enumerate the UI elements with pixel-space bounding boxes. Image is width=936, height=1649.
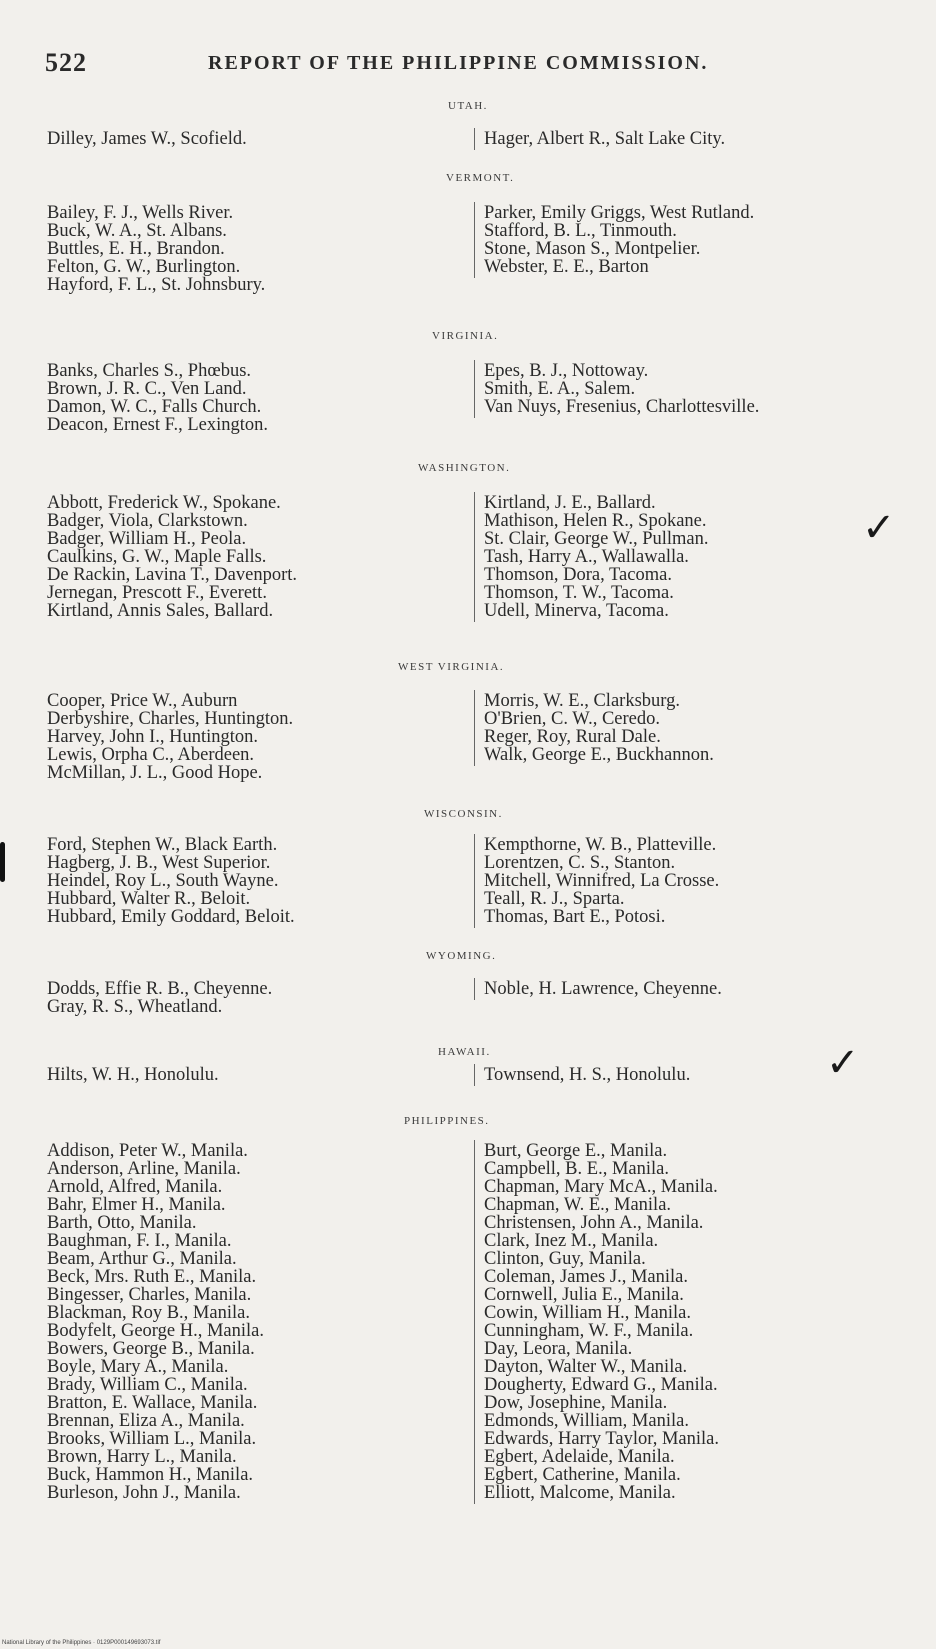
roster-entry: Elliott, Malcome, Manila. xyxy=(484,1483,676,1503)
roster-entry: Damon, W. C., Falls Church. xyxy=(47,397,262,417)
left-column xyxy=(47,1142,264,1502)
left-column xyxy=(47,130,247,148)
state-heading: UTAH. xyxy=(448,100,488,112)
roster-entry: Day, Leora, Manila. xyxy=(484,1339,633,1359)
roster-entry: Deacon, Ernest F., Lexington. xyxy=(47,415,268,435)
roster-entry: Caulkins, G. W., Maple Falls. xyxy=(47,547,267,567)
left-column xyxy=(47,204,265,294)
roster-entry: Edmonds, William, Manila. xyxy=(484,1411,689,1431)
column-divider xyxy=(474,492,475,622)
column-divider xyxy=(474,128,475,150)
roster-entry: Kirtland, Annis Sales, Ballard. xyxy=(47,601,274,621)
roster-entry: Beam, Arthur G., Manila. xyxy=(47,1249,237,1269)
roster-entry: Thomson, Dora, Tacoma. xyxy=(484,565,672,585)
roster-entry: Lewis, Orpha C., Aberdeen. xyxy=(47,745,255,765)
roster-entry: Abbott, Frederick W., Spokane. xyxy=(47,493,281,513)
roster-entry: Felton, G. W., Burlington. xyxy=(47,257,241,277)
roster-entry: Kirtland, J. E., Ballard. xyxy=(484,493,656,513)
roster-entry: Addison, Peter W., Manila. xyxy=(47,1141,248,1161)
roster-entry: Hagberg, J. B., West Superior. xyxy=(47,853,271,873)
roster-entry: St. Clair, George W., Pullman. xyxy=(484,529,709,549)
roster-entry: Parker, Emily Griggs, West Rutland. xyxy=(484,203,755,223)
roster-entry: Stafford, B. L., Tinmouth. xyxy=(484,221,677,241)
roster-entry: Hubbard, Walter R., Beloit. xyxy=(47,889,251,909)
roster-entry: Harvey, John I., Huntington. xyxy=(47,727,259,747)
roster-entry: Dow, Josephine, Manila. xyxy=(484,1393,668,1413)
roster-entry: Buttles, E. H., Brandon. xyxy=(47,239,225,259)
roster-entry: Hilts, W. H., Honolulu. xyxy=(47,1065,219,1085)
ink-mark xyxy=(0,842,5,882)
roster-entry: De Rackin, Lavina T., Davenport. xyxy=(47,565,298,585)
roster-entry: Egbert, Adelaide, Manila. xyxy=(484,1447,675,1467)
roster-entry: Stone, Mason S., Montpelier. xyxy=(484,239,701,259)
roster-entry: Bingesser, Charles, Manila. xyxy=(47,1285,252,1305)
roster-entry: Van Nuys, Fresenius, Charlottesville. xyxy=(484,397,760,417)
roster-entry: Brady, William C., Manila. xyxy=(47,1375,248,1395)
left-column xyxy=(47,362,268,434)
right-column xyxy=(484,836,719,926)
roster-entry: Dayton, Walter W., Manila. xyxy=(484,1357,688,1377)
roster-entry: Badger, Viola, Clarkstown. xyxy=(47,511,248,531)
column-divider xyxy=(474,978,475,1000)
roster-entry: Dougherty, Edward G., Manila. xyxy=(484,1375,718,1395)
column-divider xyxy=(474,202,475,278)
roster-entry: Coleman, James J., Manila. xyxy=(484,1267,688,1287)
check-mark-icon: ✓ xyxy=(862,505,896,551)
roster-entry: Christensen, John A., Manila. xyxy=(484,1213,704,1233)
roster-entry: Smith, E. A., Salem. xyxy=(484,379,636,399)
roster-entry: Brown, J. R. C., Ven Land. xyxy=(47,379,247,399)
roster-entry: Blackman, Roy B., Manila. xyxy=(47,1303,250,1323)
roster-entry: Heindel, Roy L., South Wayne. xyxy=(47,871,279,891)
state-heading: PHILIPPINES. xyxy=(404,1115,490,1127)
left-column xyxy=(47,494,297,620)
roster-entry: Gray, R. S., Wheatland. xyxy=(47,997,223,1017)
roster-entry: Townsend, H. S., Honolulu. xyxy=(484,1065,691,1085)
roster-entry: Barth, Otto, Manila. xyxy=(47,1213,197,1233)
roster-entry: Jernegan, Prescott F., Everett. xyxy=(47,583,267,603)
roster-entry: Walk, George E., Buckhannon. xyxy=(484,745,714,765)
footer-stamp: National Library of the Philippines · 0129P000149693073.tif xyxy=(2,1640,161,1646)
roster-entry: Teall, R. J., Sparta. xyxy=(484,889,625,909)
roster-entry: Brooks, William L., Manila. xyxy=(47,1429,257,1449)
roster-entry: Brown, Harry L., Manila. xyxy=(47,1447,237,1467)
state-heading: HAWAII. xyxy=(438,1046,491,1058)
roster-entry: Arnold, Alfred, Manila. xyxy=(47,1177,223,1197)
column-divider xyxy=(474,1064,475,1086)
roster-entry: Egbert, Catherine, Manila. xyxy=(484,1465,681,1485)
left-column xyxy=(47,836,295,926)
right-column xyxy=(484,980,722,998)
state-heading: WISCONSIN. xyxy=(424,808,503,820)
roster-entry: Clinton, Guy, Manila. xyxy=(484,1249,646,1269)
roster-entry: Hager, Albert R., Salt Lake City. xyxy=(484,129,726,149)
roster-entry: Bratton, E. Wallace, Manila. xyxy=(47,1393,258,1413)
page-header xyxy=(0,44,936,84)
roster-entry: Mitchell, Winnifred, La Crosse. xyxy=(484,871,720,891)
roster-entry: Mathison, Helen R., Spokane. xyxy=(484,511,707,531)
column-divider xyxy=(474,690,475,766)
roster-entry: Edwards, Harry Taylor, Manila. xyxy=(484,1429,719,1449)
roster-entry: Cornwell, Julia E., Manila. xyxy=(484,1285,684,1305)
right-column xyxy=(484,692,714,764)
right-column xyxy=(484,130,725,148)
roster-entry: Clark, Inez M., Manila. xyxy=(484,1231,659,1251)
roster-entry: McMillan, J. L., Good Hope. xyxy=(47,763,263,783)
roster-entry: Thomas, Bart E., Potosi. xyxy=(484,907,666,927)
roster-entry: Derbyshire, Charles, Huntington. xyxy=(47,709,294,729)
state-heading: VERMONT. xyxy=(446,172,515,184)
right-column xyxy=(484,362,759,416)
page-number: 522 xyxy=(45,48,87,77)
roster-entry: Burleson, John J., Manila. xyxy=(47,1483,241,1503)
roster-entry: Morris, W. E., Clarksburg. xyxy=(484,691,680,711)
roster-entry: Udell, Minerva, Tacoma. xyxy=(484,601,669,621)
state-heading: WEST VIRGINIA. xyxy=(398,661,505,673)
roster-entry: Boyle, Mary A., Manila. xyxy=(47,1357,229,1377)
roster-entry: O'Brien, C. W., Ceredo. xyxy=(484,709,660,729)
state-heading: VIRGINIA. xyxy=(432,330,499,342)
roster-entry: Webster, E. E., Barton xyxy=(484,257,649,277)
roster-entry: Epes, B. J., Nottoway. xyxy=(484,361,649,381)
right-column xyxy=(484,494,709,620)
running-title: REPORT OF THE PHILIPPINE COMMISSION. xyxy=(208,52,709,74)
roster-entry: Lorentzen, C. S., Stanton. xyxy=(484,853,676,873)
roster-entry: Bahr, Elmer H., Manila. xyxy=(47,1195,226,1215)
roster-entry: Dodds, Effie R. B., Cheyenne. xyxy=(47,979,273,999)
roster-entry: Hayford, F. L., St. Johnsbury. xyxy=(47,275,266,295)
roster-entry: Bowers, George B., Manila. xyxy=(47,1339,255,1359)
roster-entry: Ford, Stephen W., Black Earth. xyxy=(47,835,278,855)
state-heading: WASHINGTON. xyxy=(418,462,511,474)
roster-entry: Cooper, Price W., Auburn xyxy=(47,691,238,711)
roster-entry: Reger, Roy, Rural Dale. xyxy=(484,727,661,747)
roster-entry: Noble, H. Lawrence, Cheyenne. xyxy=(484,979,722,999)
roster-entry: Anderson, Arline, Manila. xyxy=(47,1159,241,1179)
column-divider xyxy=(474,360,475,418)
column-divider xyxy=(474,834,475,928)
roster-entry: Kempthorne, W. B., Platteville. xyxy=(484,835,717,855)
state-heading: WYOMING. xyxy=(426,950,497,962)
roster-entry: Cunningham, W. F., Manila. xyxy=(484,1321,694,1341)
check-mark-icon: ✓ xyxy=(826,1040,860,1086)
roster-entry: Dilley, James W., Scofield. xyxy=(47,129,247,149)
left-column xyxy=(47,1066,219,1084)
column-divider xyxy=(474,1140,475,1504)
roster-entry: Buck, Hammon H., Manila. xyxy=(47,1465,254,1485)
roster-entry: Buck, W. A., St. Albans. xyxy=(47,221,227,241)
right-column xyxy=(484,204,754,276)
roster-entry: Cowin, William H., Manila. xyxy=(484,1303,692,1323)
roster-entry: Chapman, W. E., Manila. xyxy=(484,1195,672,1215)
roster-entry: Campbell, B. E., Manila. xyxy=(484,1159,669,1179)
left-column xyxy=(47,980,272,1016)
roster-entry: Banks, Charles S., Phœbus. xyxy=(47,361,252,381)
roster-entry: Burt, George E., Manila. xyxy=(484,1141,668,1161)
roster-entry: Badger, William H., Peola. xyxy=(47,529,247,549)
left-column xyxy=(47,692,293,782)
roster-entry: Hubbard, Emily Goddard, Beloit. xyxy=(47,907,295,927)
roster-entry: Chapman, Mary McA., Manila. xyxy=(484,1177,718,1197)
roster-entry: Bailey, F. J., Wells River. xyxy=(47,203,234,223)
roster-entry: Thomson, T. W., Tacoma. xyxy=(484,583,674,603)
right-column xyxy=(484,1142,719,1502)
roster-entry: Beck, Mrs. Ruth E., Manila. xyxy=(47,1267,257,1287)
roster-entry: Brennan, Eliza A., Manila. xyxy=(47,1411,245,1431)
roster-entry: Baughman, F. I., Manila. xyxy=(47,1231,232,1251)
roster-entry: Bodyfelt, George H., Manila. xyxy=(47,1321,264,1341)
right-column xyxy=(484,1066,690,1084)
roster-entry: Tash, Harry A., Wallawalla. xyxy=(484,547,689,567)
